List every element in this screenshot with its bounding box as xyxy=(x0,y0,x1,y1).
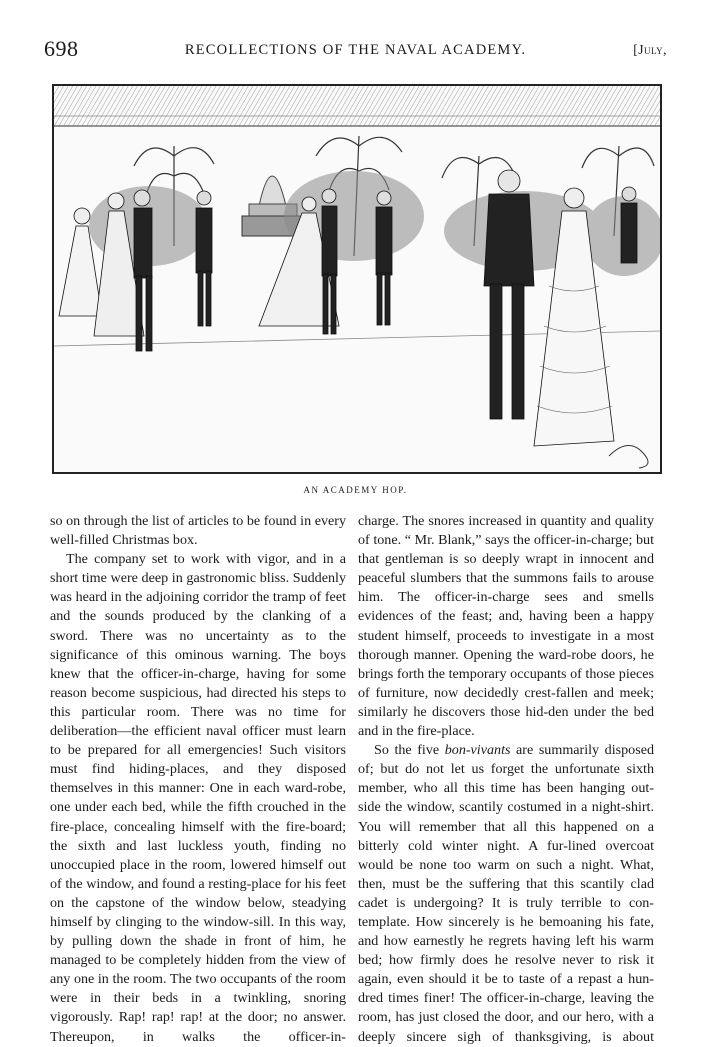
running-title: RECOLLECTIONS OF THE NAVAL ACADEMY. xyxy=(184,42,527,58)
right-paragraph-2 xyxy=(358,741,654,1047)
page-number: 698 xyxy=(44,36,79,61)
right-paragraph-2-rest: are summarily disposed of; but do not let us forget the unfortunate sixth member, who all this time has been hanging out-side the window, scantily costumed in a night-shirt. You will remember that all this happened on a bitterly cold winter night. A fur-lined overcoat would be none too warm on such a night. What, then, must be the suffering that this scantily clad cadet is undergoing? It is truly terrible to con-template. How sincerely is he bemoaning his fate, and how earnestly he regrets having left his warm bed; how firmly does he resolve never to risk it again, even should it be to taste of a repast a hun-dred times finer! The officer-in-charge, leaving the room, has just closed the door, and our hero, with a deeply sincere sigh of thanksgiving, is about xyxy=(358,742,654,1045)
left-column xyxy=(50,512,346,1047)
figure-caption: AN ACADEMY HOP. xyxy=(303,485,408,495)
right-paragraph-1: charge. The snores increased in quantity and quality of tone. “ Mr. Blank,” says the officer-in-charge; but that gentleman is so deeply wrapt in innocent and peaceful slumbers that the summons fails to arouse him. The officer-in-charge sees and smells evidences of the feast; and, having been a happy student himself, proceeds to investigate in a most thorough manner. Opening the ward-robe doors, he brings forth the temporary occupants of those pieces of furniture, now decidedly crest-fallen and meek; similarly he discovers those hid-den under the bed and in the fire-place. xyxy=(358,513,654,740)
right-paragraph-2-start: So the five xyxy=(374,742,445,759)
ballroom-illustration xyxy=(52,84,662,474)
left-paragraph-1: so on through the list of articles to be found in every well-filled Christmas box. xyxy=(50,513,346,549)
running-month: [July, xyxy=(633,42,667,57)
running-head xyxy=(0,0,711,60)
left-paragraph-2: The company set to work with vigor, and in a short time were deep in gastronomic bliss. Suddenly was heard in the adjoining corridor the tramp of feet and the sounds produced by the clanking of a sword. There was no uncertainty as to the significance of this ominous warning. The boys knew that the officer-in-charge, having for some reason become suspicious, had directed his steps to this particular room. There was no time for deliberation—the efficient naval officer must learn to be prepared for all emergencies! Such visitors must find hiding-places, and they disposed themselves in this manner: One in each ward-robe, one under each bed, while the fifth crouched in the fire-place, concealing himself with the fire-board; the sixth and last luckless youth, finding no unoccupied place in the room, lowered himself out of the window, and found a resting-place for his feet on the capstone of the window below, steadying himself by clinging to the window-sill. In this way, by pulling down the shade in front of him, he managed to be completely hidden from the view of any one in the room. The two occupants of the room were in their beds in a twinkling, snoring vigorously. Rap! rap! rap! at the door; no answer. Thereupon, in walks the officer-in- xyxy=(50,551,346,1045)
italic-term: bon-vivants xyxy=(444,742,511,759)
right-column xyxy=(358,512,654,1047)
